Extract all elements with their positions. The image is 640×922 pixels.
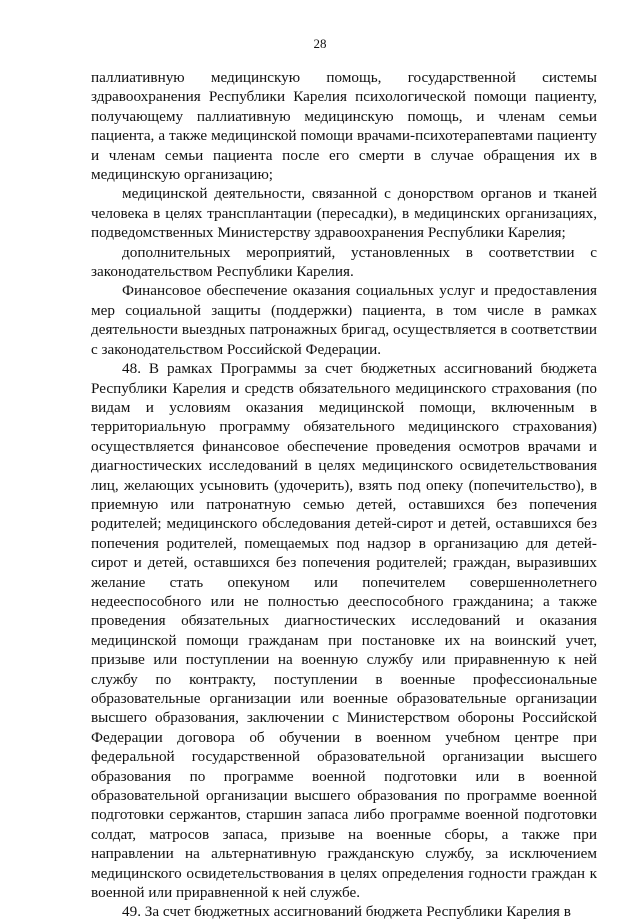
paragraph-item-49: 49. За счет бюджетных ассигнований бюджета Республики Карелия в	[122, 903, 571, 921]
paragraph-item-48: 48. В рамках Программы за счет бюджетных ассигнований бюджета Республики Карелия и средств обязательного медицинского страхования (по видам и условиям оказания медицинской помощи, включенным в территориальную программу обязательного медицинского страхования) осуществляется финансовое обеспечение проведения осмотров врачами и диагностических исследований в целях медицинского освидетельствования лиц, желающих усыновить (удочерить), взять под опеку (попечительство), в приемную или патронатную семью детей, оставшихся без попечения родителей; медицинского обследования детей-сирот и детей, оставшихся без попечения родителей, помещаемых под надзор в организацию для детей-сирот и детей, оставшихся без попечения родителей; граждан, выразивших желание стать опекуном или попечителем совершеннолетнего недееспособного или не полностью дееспособного гражданина; а также проведения обязательных диагностических исследований и оказания медицинской помощи гражданам при постановке их на воинский учет, призыве или поступлении на военную службу или приравненную к ней службу по контракту, поступлении в военные профессиональные образовательные организации или военные образовательные организации высшего образования, заключении с Министерством обороны Российской Федерации договора об обучении в военном учебном центре при федеральной государственной образовательной организации высшего образования по программе военной подготовки или в военной образовательной организации высшего образования по программе военной подготовки сержантов, старшин запаса либо программе военной подготовки солдат, матросов запаса, призыве на военные сборы, а также при направлении на альтернативную гражданскую службу, за исключением медицинского освидетельствования в целях определения годности граждан к военной или приравненной к ней службе.	[91, 360, 597, 902]
paragraph-organ-donation: медицинской деятельности, связанной с донорством органов и тканей человека в целях трансплантации (пересадки), в медицинских организациях, подведомственных Министерству здравоохранения Республики Карелия;	[91, 185, 597, 242]
paragraph-social-services-funding: Финансовое обеспечение оказания социальных услуг и предоставления мер социальной защиты (поддержки) пациента, в том числе в рамках деятельности выездных патронажных бригад, осуществляется в соответствии с законодательством Российской Федерации.	[91, 282, 597, 358]
page-number: 28	[313, 36, 327, 51]
paragraph-additional-measures: дополнительных мероприятий, установленных в соответствии с законодательством Республики Карелия.	[91, 243, 597, 281]
paragraph-palliative-care: паллиативную медицинскую помощь, государственной системы здравоохранения Республики Карелия психологической помощи пациенту, получающему паллиативную медицинскую помощь, и членам семьи пациента, а также медицинской помощи врачами-психотерапевтами пациенту и членам семьи пациента после его смерти в случае обращения их в медицинскую организацию;	[91, 69, 597, 184]
document-body	[91, 68, 597, 922]
